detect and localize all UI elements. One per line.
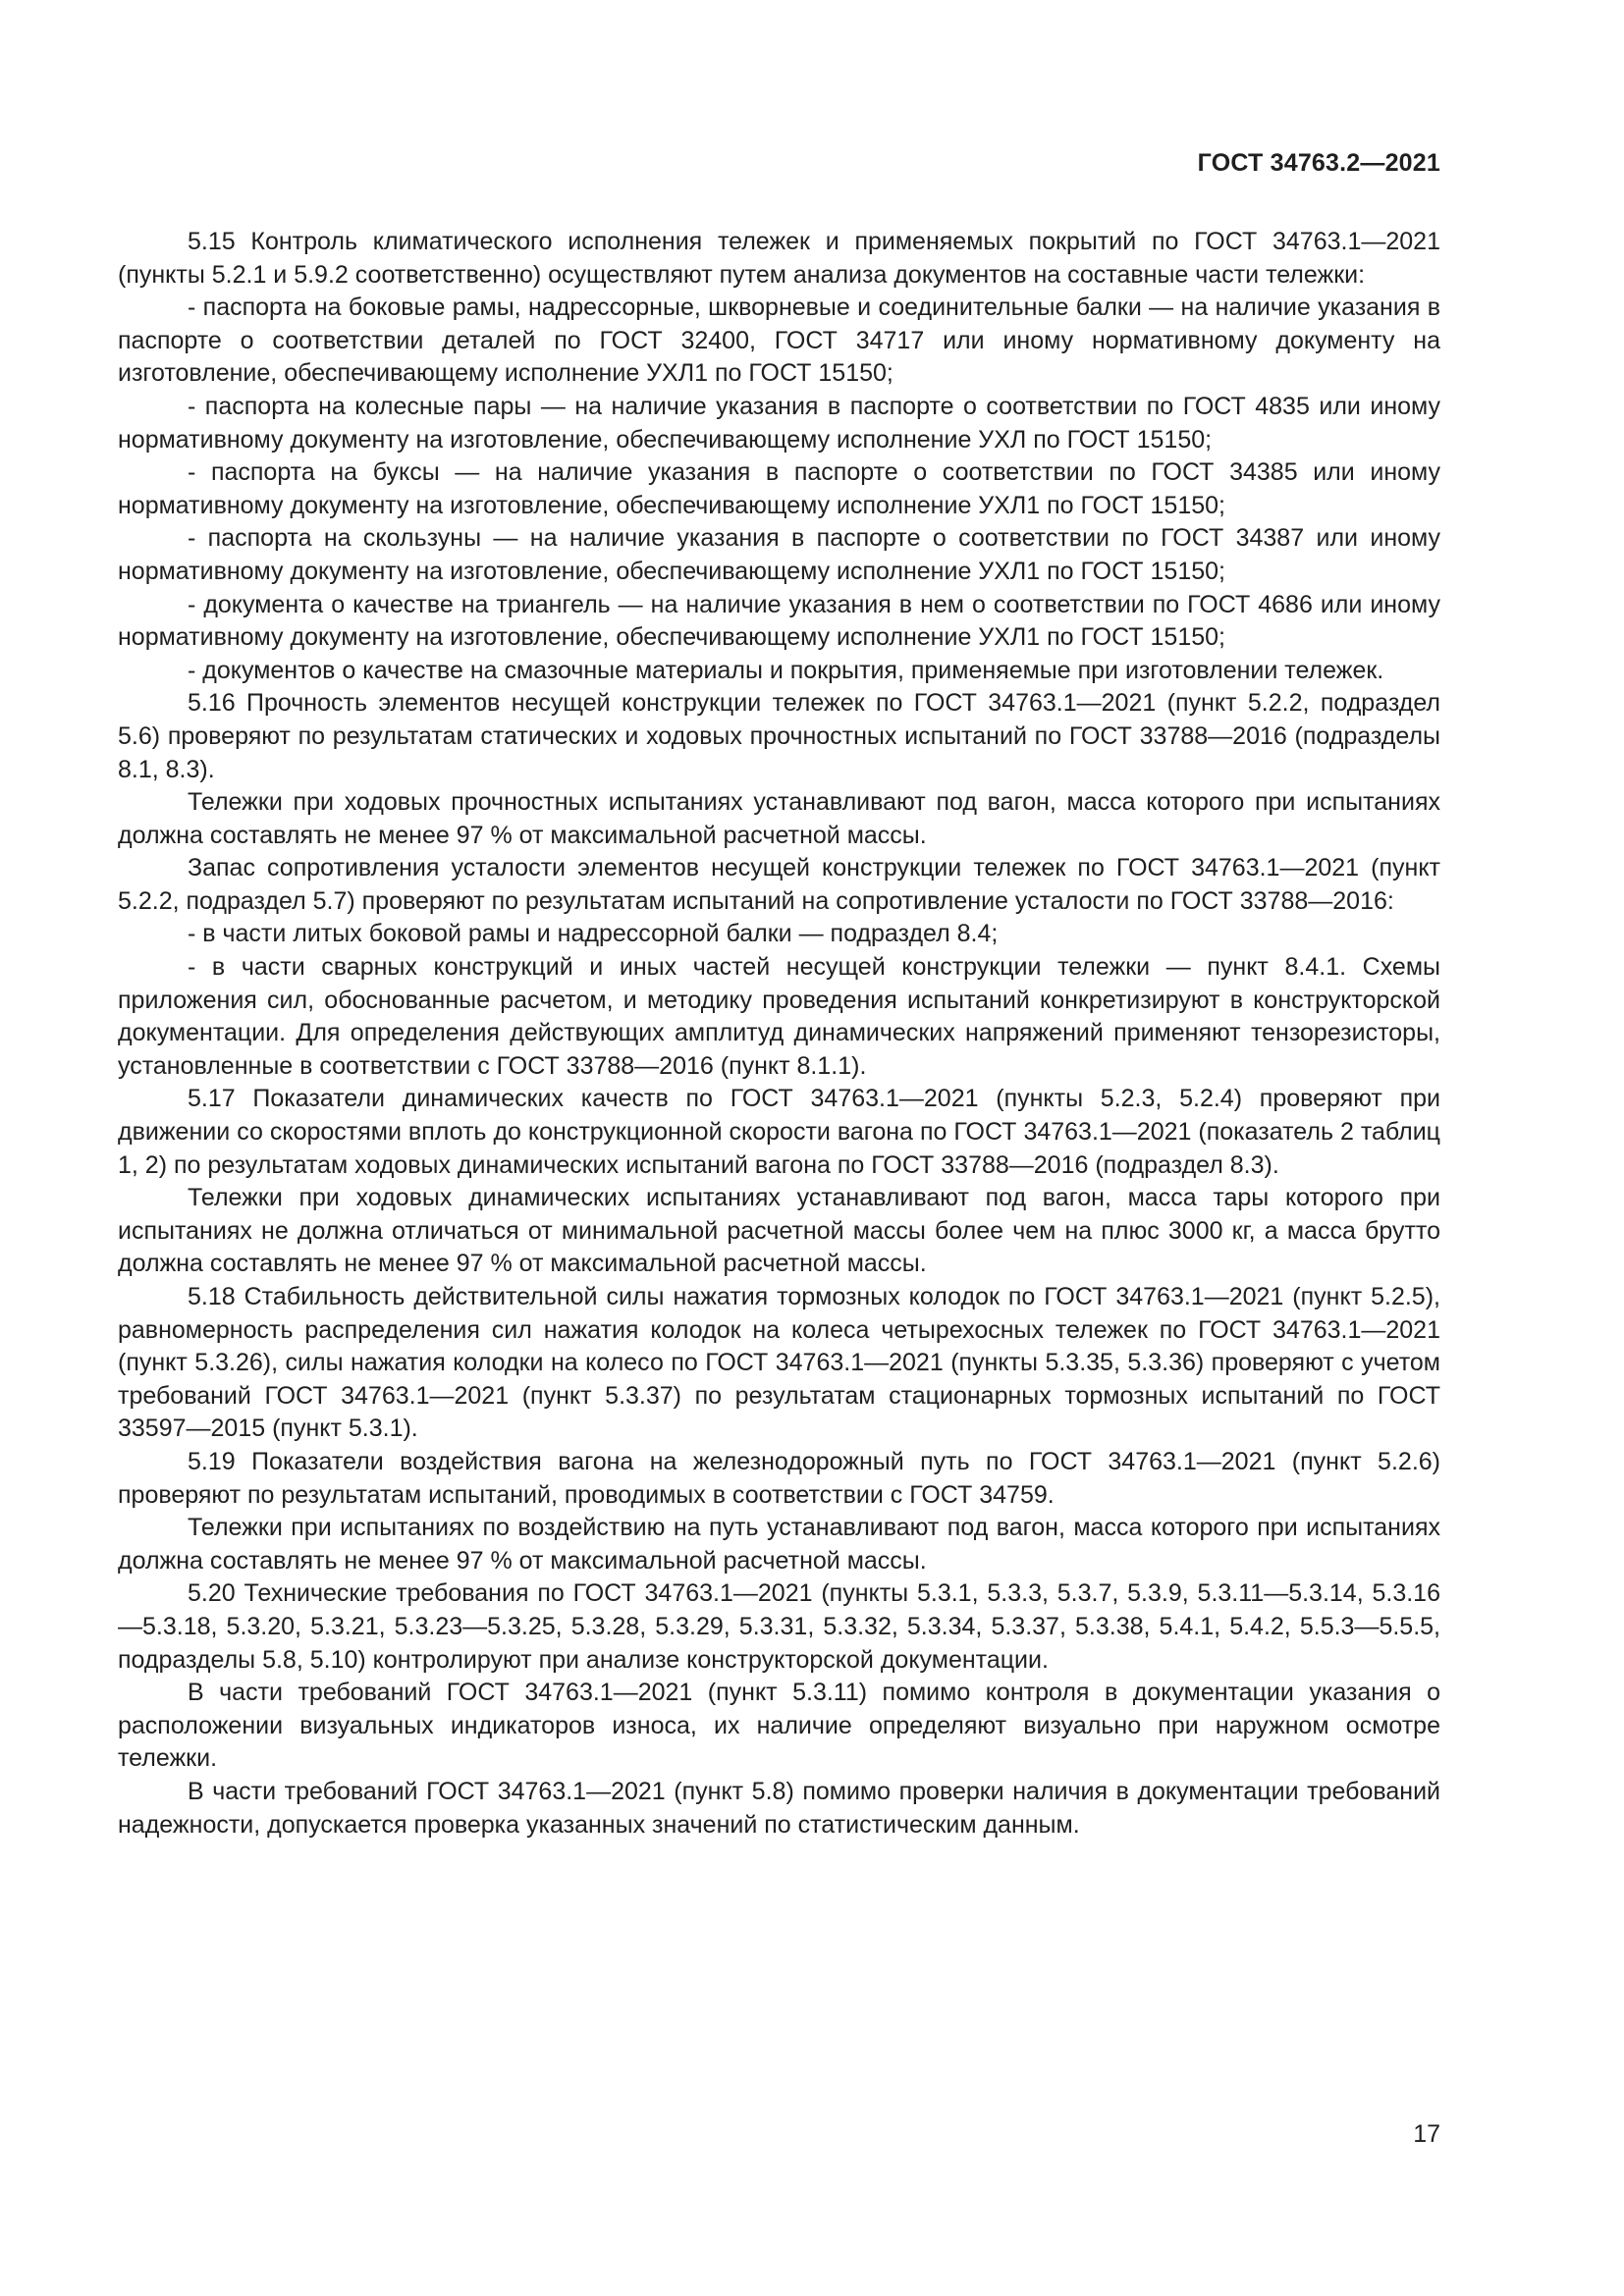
list-item-welded-structures: - в части сварных конструкций и иных частей несущей конструкции тележки — пункт 8.4.1. Схемы приложения сил, обоснованные расчетом, и методику проведения испытаний конкретизируют в конструкторской документации. Для определения действующих амплитуд динамических напряжений применяют тензорезисторы, установленные в соответствии с ГОСТ 33788—2016 (пункт 8.1.1). — [118, 953, 1440, 1080]
paragraph-wear-indicators: В части требований ГОСТ 34763.1—2021 (пункт 5.3.11) помимо контроля в документации указания о расположении визуальных индикаторов износа, их наличие определяют визуально при наружном осмотре тележки. — [118, 1679, 1440, 1773]
paragraph-5-16: 5.16 Прочность элементов несущей конструкции тележек по ГОСТ 34763.1—2021 (пункт 5.2.2, подраздел 5.6) проверяют по результатам статических и ходовых прочностных испытаний по ГОСТ 33788—2016 (подразделы 8.1, 8.3). — [118, 689, 1440, 783]
paragraph-5-15: 5.15 Контроль климатического исполнения тележек и применяемых покрытий по ГОСТ 34763.1—2021 (пункты 5.2.1 и 5.9.2 соответственно) осуществляют путем анализа документов на составные части тележки: — [118, 228, 1440, 289]
list-item-wheelsets-passport: - паспорта на колесные пары — на наличие указания в паспорте о соответствии по ГОСТ 4835 или иному нормативному документу на изготовление, обеспечивающему исполнение УХЛ по ГОСТ 15150; — [118, 392, 1440, 454]
list-item-cast-parts: - в части литых боковой рамы и надрессорной балки — подраздел 8.4; — [188, 920, 999, 948]
list-item-triangle-quality-document: - документа о качестве на триангель — на наличие указания в нем о соответствии по ГОСТ 4686 или иному нормативному документу на изготовление, обеспечивающему исполнение УХЛ1 по ГОСТ 15150; — [118, 590, 1440, 652]
document-code-header: ГОСТ 34763.2—2021 — [1197, 149, 1440, 177]
list-item-frames-passport: - паспорта на боковые рамы, надрессорные, шкворневые и соединительные балки — на наличие указания в паспорте о соответствии деталей по ГОСТ 32400, ГОСТ 34717 или иному нормативному документу на изготовление, обеспечивающему исполнение УХЛ1 по ГОСТ 15150; — [118, 294, 1440, 388]
page-number: 17 — [1413, 2120, 1440, 2148]
paragraph-dynamic-test-mass: Тележки при ходовых динамических испытаниях устанавливают под вагон, масса тары которого при испытаниях не должна отличаться от минимальной расчетной массы более чем на плюс 3000 кг, а масса брутто должна составлять не менее 97 % от максимальной расчетной массы. — [118, 1184, 1440, 1278]
paragraph-reliability: В части требований ГОСТ 34763.1—2021 (пункт 5.8) помимо проверки наличия в документации требований надежности, допускается проверка указанных значений по статистическим данным. — [118, 1777, 1440, 1839]
list-item-side-bearers-passport: - паспорта на скользуны — на наличие указания в паспорте о соответствии по ГОСТ 34387 или иному нормативному документу на изготовление, обеспечивающему исполнение УХЛ1 по ГОСТ 15150; — [118, 524, 1440, 585]
paragraph-5-20: 5.20 Технические требования по ГОСТ 34763.1—2021 (пункты 5.3.1, 5.3.3, 5.3.7, 5.3.9, 5.3.11—5.3.14, 5.3.16—5.3.18, 5.3.20, 5.3.21, 5.3.23—5.3.25, 5.3.28, 5.3.29, 5.3.31, 5.3.32, 5.3.34, 5.3.37, 5.3.38, 5.4.1, 5.4.2, 5.5.3—5.5.5, подразделы 5.8, 5.10) контролируют при анализе конструкторской документации. — [118, 1579, 1440, 1674]
paragraph-track-test-mass: Тележки при испытаниях по воздействию на путь устанавливают под вагон, масса которого при испытаниях должна составлять не менее 97 % от максимальной расчетной массы. — [118, 1514, 1440, 1575]
paragraph-strength-test-mass: Тележки при ходовых прочностных испытаниях устанавливают под вагон, масса которого при испытаниях должна составлять не менее 97 % от максимальной расчетной массы. — [118, 788, 1440, 849]
list-item-lubricants-quality-documents: - документов о качестве на смазочные материалы и покрытия, применяемые при изготовлении тележек. — [188, 656, 1384, 684]
paragraph-fatigue-resistance: Запас сопротивления усталости элементов несущей конструкции тележек по ГОСТ 34763.1—2021 (пункт 5.2.2, подраздел 5.7) проверяют по результатам испытаний на сопротивление усталости по ГОСТ 33788—2016: — [118, 854, 1440, 915]
paragraph-5-17: 5.17 Показатели динамических качеств по ГОСТ 34763.1—2021 (пункты 5.2.3, 5.2.4) проверяют при движении со скоростями вплоть до конструкционной скорости вагона по ГОСТ 34763.1—2021 (показатель 2 таблиц 1, 2) по результатам ходовых динамических испытаний вагона по ГОСТ 33788—2016 (подраздел 8.3). — [118, 1085, 1440, 1179]
paragraph-5-19: 5.19 Показатели воздействия вагона на железнодорожный путь по ГОСТ 34763.1—2021 (пункт 5.2.6) проверяют по результатам испытаний, проводимых в соответствии с ГОСТ 34759. — [118, 1447, 1440, 1509]
paragraph-5-18: 5.18 Стабильность действительной силы нажатия тормозных колодок по ГОСТ 34763.1—2021 (пункт 5.2.5), равномерность распределения сил нажатия колодок на колеса четырехосных тележек по ГОСТ 34763.1—2021 (пункт 5.3.26), силы нажатия колодки на колесо по ГОСТ 34763.1—2021 (пункты 5.3.35, 5.3.36) проверяют с учетом требований ГОСТ 34763.1—2021 (пункт 5.3.37) по результатам стационарных тормозных испытаний по ГОСТ 33597—2015 (пункт 5.3.1). — [118, 1283, 1440, 1443]
document-body — [118, 226, 1440, 1842]
list-item-axleboxes-passport: - паспорта на буксы — на наличие указания в паспорте о соответствии по ГОСТ 34385 или иному нормативному документу на изготовление, обеспечивающему исполнение УХЛ1 по ГОСТ 15150; — [118, 458, 1440, 519]
